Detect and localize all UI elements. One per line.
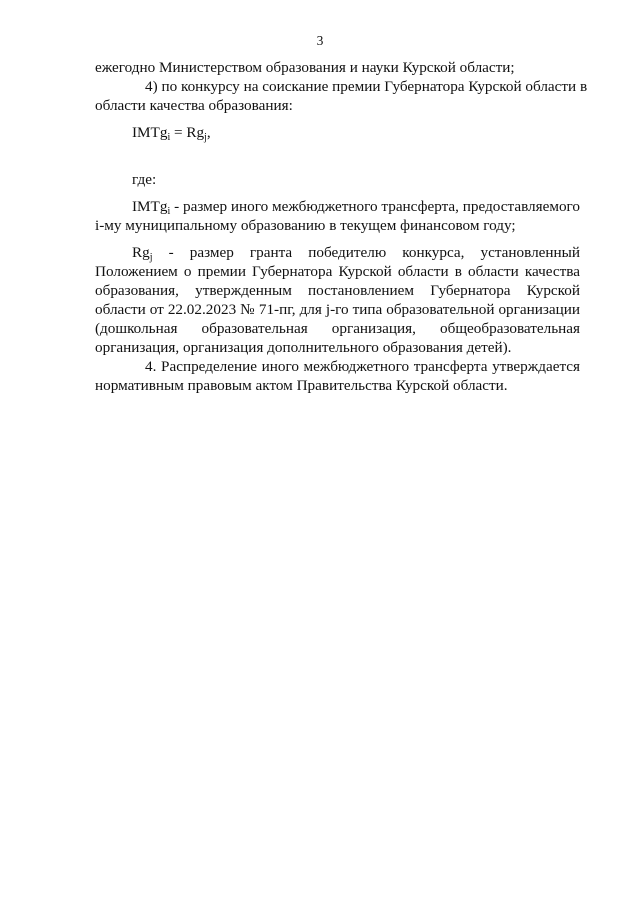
item-4-line-1: 4) по конкурсу на соискание премии Губернатора Курской области в [145,78,588,95]
definition-2-symbol: Rg [132,244,150,261]
definition-2-line-1 [95,243,580,262]
definition-1-line-2: i-му муниципальному образованию в текущем финансовом году; [95,217,516,234]
formula [95,123,580,142]
definition-2-line-4: области от 22.02.2023 № 71-пг, для j-го типа образовательной организации [95,301,580,318]
definition-2-line-6: организация, организация дополнительного образования детей). [95,339,512,356]
formula-end: , [206,124,211,141]
item-4-line-2: области качества образования: [95,97,293,114]
definition-2-line-2: Положением о премии Губернатора Курской области в области качества [95,263,580,280]
definition-2-line-5: (дошкольная образовательная организация, общеобразовательная [95,320,580,337]
formula-operator: = [170,124,187,141]
text-line-1: ежегодно Министерством образования и науки Курской области; [95,59,515,76]
item-4-distribution-line-2: нормативным правовым актом Правительства Курской области. [95,377,508,394]
definition-1-symbol-sub: i [167,206,171,217]
definition-2-line-3: образования, утвержденным постановлением Губернатора Курской [95,282,580,299]
definition-2-symbol-sub: j [149,252,153,263]
formula-lhs-sub: i [167,132,171,143]
formula-rhs: Rg [186,124,205,141]
page-number: 3 [316,33,324,48]
document-body [95,58,588,395]
definition-1-text: - размер иного межбюджетного трансферта, предоставляемого [170,198,580,215]
where-label: где: [132,171,157,188]
formula-lhs: IMTg [132,124,168,141]
definition-1-line-1 [95,197,580,216]
definition-1-symbol: IMTg [132,198,168,215]
formula-rhs-sub: j [204,132,207,143]
item-4-distribution-line-1: 4. Распределение иного межбюджетного трансферта утверждается [145,358,580,375]
definition-2-text: - размер гранта победителю конкурса, установленный [152,244,580,261]
